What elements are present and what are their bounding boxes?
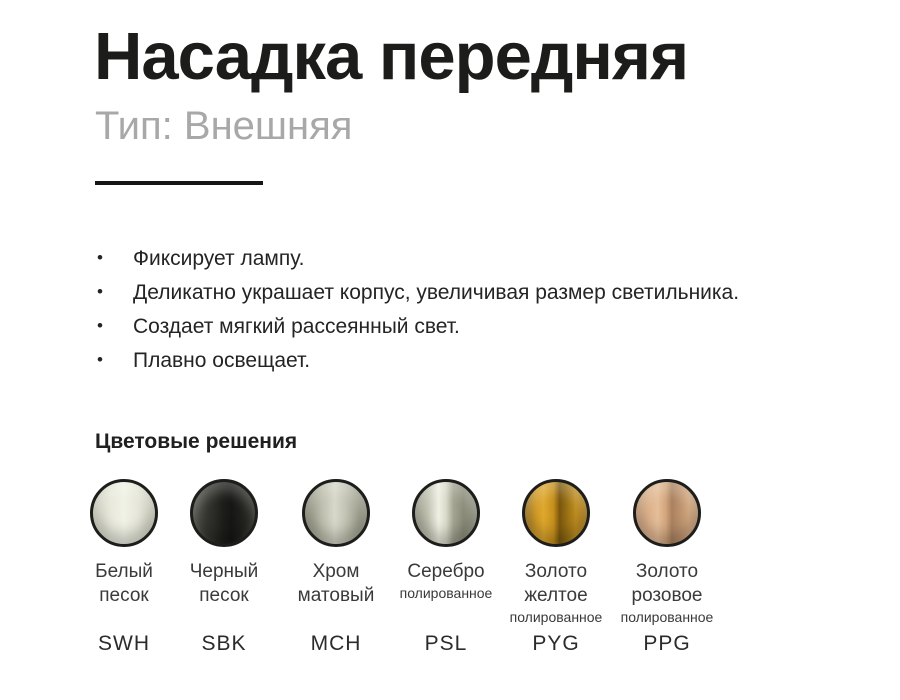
color-option-matte-chrome (272, 479, 400, 661)
swatch-polished-silver (412, 479, 480, 547)
color-option-black-sand (160, 479, 288, 661)
color-code: PPG (643, 632, 691, 655)
color-name: Черный песок (189, 561, 259, 606)
color-name: Золото розовое полированное (620, 561, 714, 625)
color-name: Золото желтое полированное (509, 561, 603, 625)
colors-heading: Цветовые решения (95, 430, 298, 453)
feature-text: Фиксирует лампу. (133, 247, 305, 270)
feature-text: Деликатно украшает корпус, увеличивая размер светильника. (133, 281, 740, 304)
swatch-white-sand (90, 479, 158, 547)
feature-item (95, 310, 739, 344)
color-option-rose-gold (603, 479, 731, 661)
swatch-matte-chrome (302, 479, 370, 547)
swatch-yellow-gold (522, 479, 590, 547)
color-code: SWH (98, 632, 150, 655)
feature-item (95, 242, 739, 276)
feature-list (95, 242, 739, 378)
color-name: Серебро полированное (399, 561, 493, 601)
bullet-icon: • (97, 248, 103, 267)
divider (95, 181, 263, 185)
color-code: PYG (532, 632, 580, 655)
color-name: Белый песок (95, 561, 153, 606)
swatch-rose-gold (633, 479, 701, 547)
swatch-black-sand (190, 479, 258, 547)
color-code: MCH (310, 632, 362, 655)
bullet-icon: • (97, 350, 103, 369)
feature-item (95, 276, 739, 310)
color-code: SBK (201, 632, 247, 655)
color-code: PSL (424, 632, 468, 655)
bullet-icon: • (97, 316, 103, 335)
feature-text: Плавно освещает. (133, 349, 311, 372)
page-title: Насадка передняя (94, 19, 689, 94)
color-option-polished-silver (382, 479, 510, 661)
color-option-yellow-gold (492, 479, 620, 661)
color-name: Хром матовый (297, 561, 375, 606)
feature-item (95, 344, 739, 378)
bullet-icon: • (97, 282, 103, 301)
page-subtitle: Тип: Внешняя (95, 104, 353, 148)
feature-text: Создает мягкий рассеянный свет. (133, 315, 460, 338)
